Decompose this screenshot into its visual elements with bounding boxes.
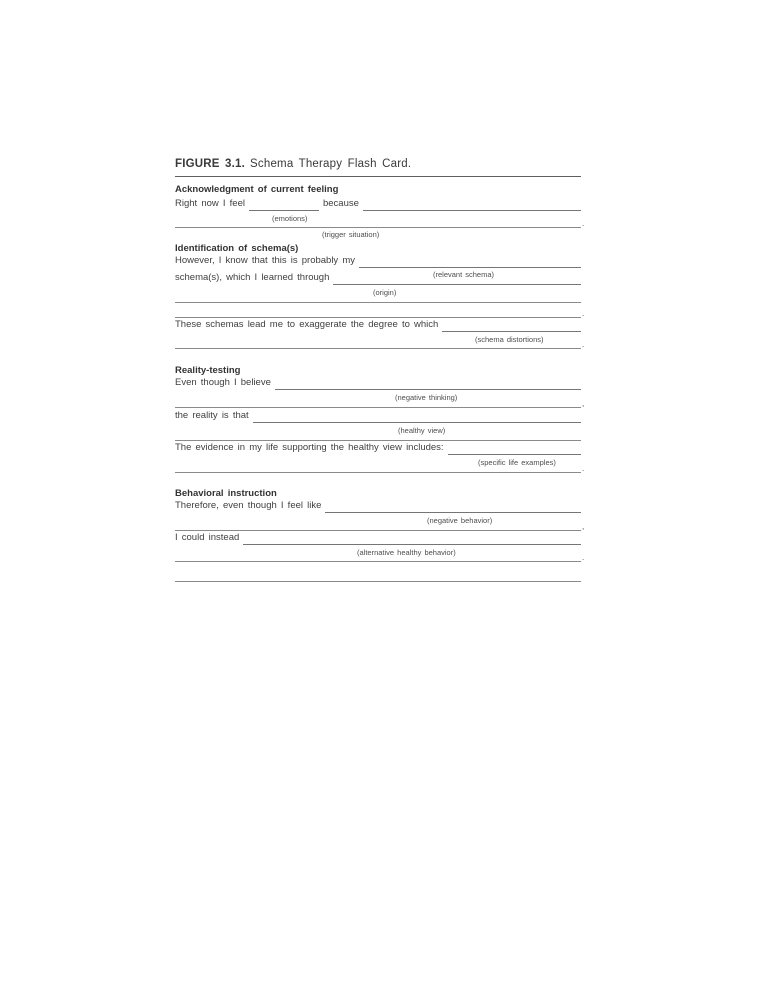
writing-line-evidence (175, 464, 585, 473)
line-end-period: . (582, 219, 585, 228)
form-row-origin (175, 272, 581, 285)
form-row-instead (175, 532, 581, 545)
blank-origin (333, 272, 581, 285)
writing-line-origin-1 (175, 302, 581, 303)
section-heading-reality-testing: Reality-testing (175, 365, 241, 376)
row-text-feeling: Right now I feel (175, 198, 245, 209)
figure-content (175, 158, 585, 598)
blank-healthy-view (253, 410, 581, 423)
row-text-distortion: These schemas lead me to exaggerate the degree to which (175, 319, 439, 330)
section-heading-behavioral: Behavioral instruction (175, 488, 277, 499)
field-caption-specific-life-examples: (specific life examples) (478, 458, 556, 467)
blank-relevant-schema (359, 255, 581, 268)
row-text-origin: schema(s), which I learned through (175, 272, 330, 283)
writing-line-trigger (175, 219, 585, 228)
figure-title: Schema Therapy Flash Card. (250, 158, 412, 170)
form-row-reality (175, 410, 581, 423)
blank-negative-thinking (275, 377, 581, 390)
field-caption-negative-thinking: (negative thinking) (395, 393, 458, 402)
field-caption-schema-distortions: (schema distortions) (475, 335, 544, 344)
row-text-reality: the reality is that (175, 410, 249, 421)
blank-negative-behavior (325, 500, 581, 513)
field-caption-relevant-schema: (relevant schema) (433, 270, 495, 279)
figure-rule (175, 176, 581, 177)
form-row-believe (175, 377, 581, 390)
form-row-distortion (175, 319, 581, 332)
writing-line-distortion (175, 340, 585, 349)
row-text-instead: I could instead (175, 532, 240, 543)
line-end-period: . (582, 553, 585, 562)
line-end-period: . (582, 340, 585, 349)
line-end-comma: , (582, 522, 585, 531)
field-caption-negative-behavior: (negative behavior) (427, 516, 493, 525)
form-row-evidence (175, 442, 581, 455)
section-heading-acknowledgment: Acknowledgment of current feeling (175, 184, 339, 195)
section-heading-identification: Identification of schema(s) (175, 243, 299, 254)
row-text-believe: Even though I believe (175, 377, 271, 388)
writing-line-reality (175, 440, 581, 441)
figure-caption (175, 158, 581, 170)
field-caption-origin: (origin) (373, 288, 397, 297)
blank-specific-life-examples (448, 442, 581, 455)
line-end-comma: , (582, 399, 585, 408)
field-caption-trigger-situation: (trigger situation) (322, 230, 380, 239)
form-row-feeling (175, 198, 581, 211)
blank-trigger-start (363, 198, 581, 211)
row-text-because: because (322, 198, 359, 209)
line-end-period: . (582, 309, 585, 318)
form-row-feel-like (175, 500, 581, 513)
writing-line-final (175, 581, 581, 582)
row-text-schema: However, I know that this is probably my (175, 255, 355, 266)
line-end-period: . (582, 464, 585, 473)
figure-label: FIGURE 3.1. (175, 158, 246, 170)
row-text-feel-like: Therefore, even though I feel like (175, 500, 322, 511)
writing-line-feel-like (175, 522, 585, 531)
row-text-evidence: The evidence in my life supporting the healthy view includes: (175, 442, 444, 453)
blank-schema-distortions (442, 319, 581, 332)
writing-line-origin-2 (175, 309, 585, 318)
writing-line-believe (175, 399, 585, 408)
field-caption-emotions: (emotions) (272, 214, 308, 223)
writing-line-instead (175, 553, 585, 562)
form-row-schema (175, 255, 581, 268)
field-caption-alternative-behavior: (alternative healthy behavior) (357, 548, 456, 557)
blank-emotions (249, 198, 319, 211)
field-caption-healthy-view: (healthy view) (398, 426, 446, 435)
blank-alternative-behavior (243, 532, 581, 545)
